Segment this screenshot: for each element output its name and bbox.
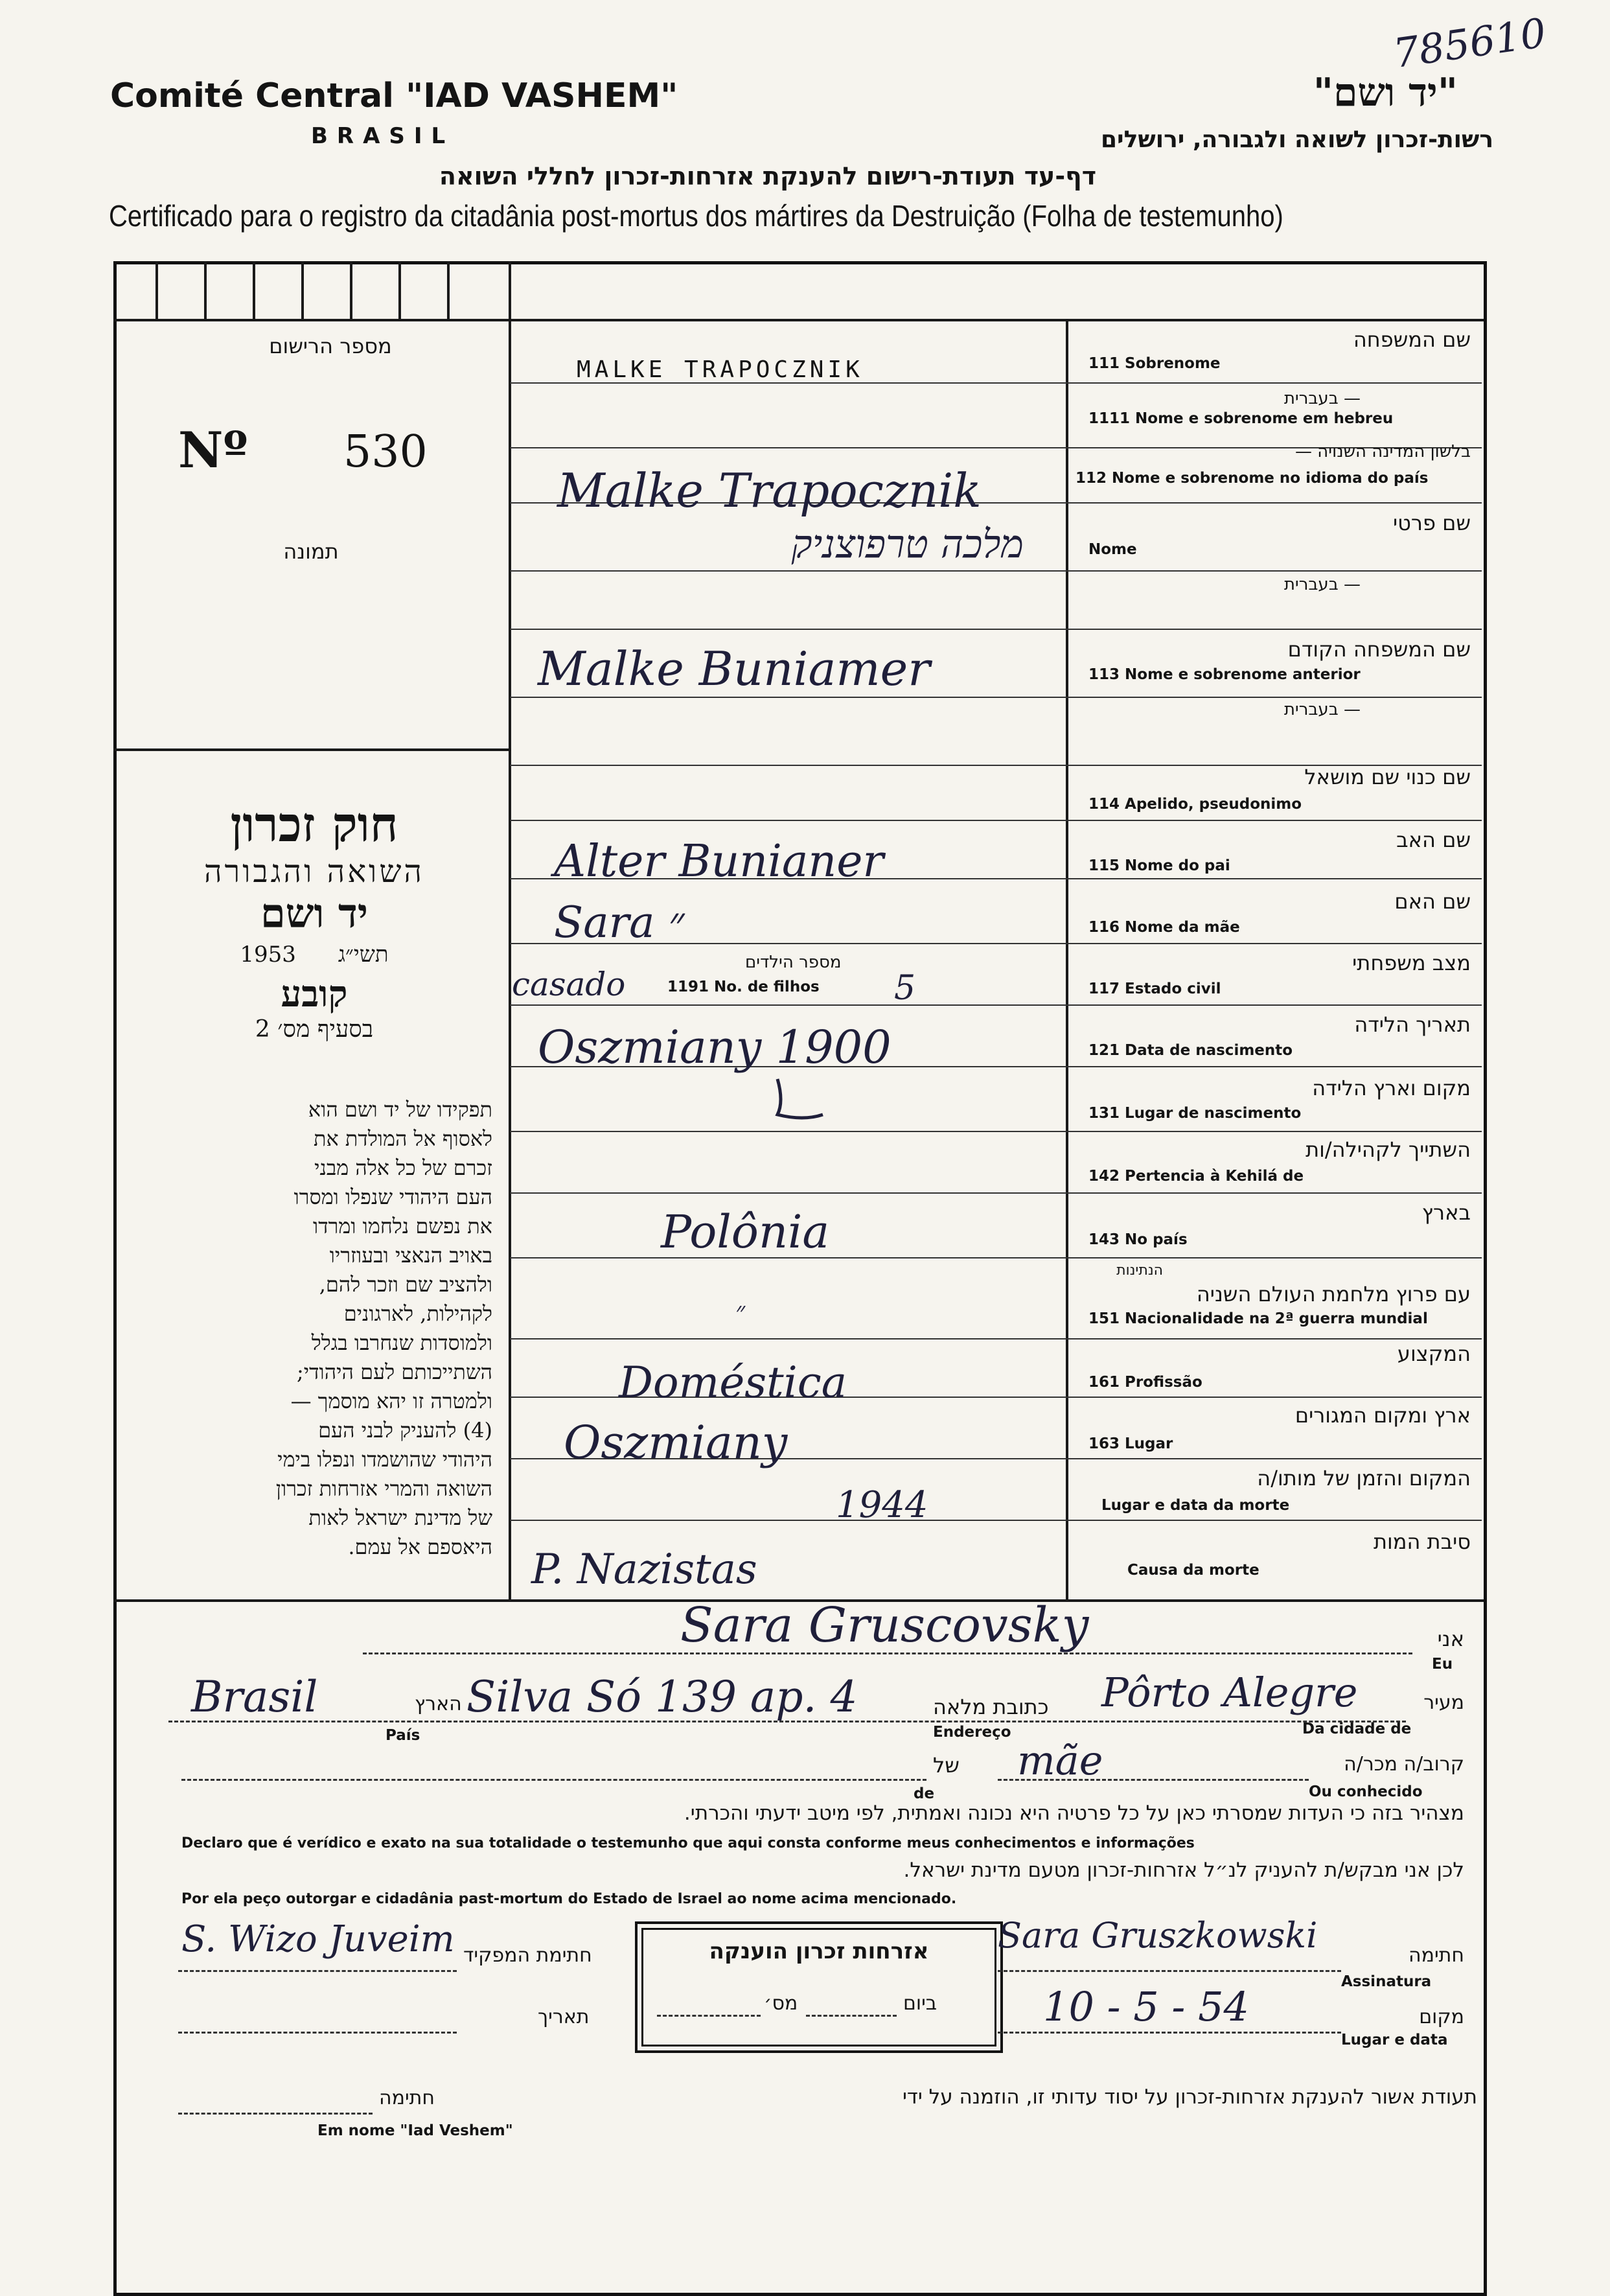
children-value: 5 (894, 969, 916, 1008)
law-line: היהודי שהושמדו ונפלו בימי (277, 1447, 492, 1472)
field-he-label: שם המשפחה הקודם (1287, 637, 1471, 662)
field-he-label: עם פרוץ מלחמת העולם השניה (1196, 1282, 1471, 1306)
witness-relation: mãe (1017, 1737, 1103, 1784)
reference-number: 785610 (1390, 8, 1549, 78)
hebrew-authority: רשות-זכרון לשואה ולגבורה, ירושלים (1100, 126, 1493, 153)
witness-he-country: הארץ (415, 1693, 462, 1715)
witness-he-city: מעיר (1423, 1691, 1464, 1714)
law-year: 1953 (240, 942, 296, 968)
hebrew-title: "יד ושם" (1313, 70, 1458, 115)
witness-signature: Sara Gruszkowski (998, 1915, 1318, 1956)
witness-he-declare: מצהיר בזה כי העדות שמסרתי כאן על כל פרטיה היא נכונה ואמתית, לפי מיטב ידעתי והכרתי. (684, 1802, 1464, 1825)
field-pt-label: Causa da morte (1127, 1562, 1259, 1579)
strip-divider (253, 261, 255, 319)
field-pt-label: 151 Nacionalidade na 2ª guerra mundial (1088, 1310, 1428, 1327)
witness-he-address: כתובת מלאה (933, 1695, 1049, 1719)
field-he-label: מצב משפחתי (1352, 951, 1471, 975)
law-line: ולמוסדות שנחרבו בגלל (311, 1330, 492, 1355)
strip-divider (398, 261, 401, 319)
number-sign: Nº (178, 421, 248, 479)
law-year-hebrew: תשי״ג (338, 942, 389, 968)
hebrew-subtitle: דף-עד תעודת-רישום להענקת אזרחות-זכרון לחללי השואה (439, 162, 1097, 191)
law-line: לקהילות, לארגונים (343, 1301, 492, 1326)
witness-he-of: של (933, 1753, 960, 1778)
signature-he-label: חתימה (1408, 1944, 1464, 1967)
witness-pt-address: Endereço (933, 1724, 1011, 1741)
field-he-label: שם האם (1394, 889, 1471, 914)
witness-pt-i: Eu (1432, 1656, 1453, 1673)
arrow-mark-icon (765, 1076, 829, 1134)
witness-pt-of: de (914, 1785, 935, 1802)
top-strip-line (113, 319, 1484, 321)
issuer-he-label: חתימת המפקיד (463, 1944, 592, 1967)
strip-divider (204, 261, 207, 319)
law-line: של מדינת ישראל לאות (308, 1505, 492, 1530)
place-date-value: 10 - 5 - 54 (1043, 1983, 1249, 2030)
date-he-label: תאריך (538, 2006, 590, 2028)
field-he-label: שם המשפחה (1353, 327, 1471, 352)
field-pt-label: Lugar e data da morte (1101, 1497, 1290, 1514)
father-name-value: Alter Bunianer (554, 836, 884, 887)
registration-label: מספר הרישום (269, 334, 392, 358)
field-pt-label: 112 Nome e sobrenome no idioma do país (1075, 470, 1429, 487)
law-title: חוק זכרון (230, 797, 398, 853)
on-behalf-label: Em nome "Iad Veshem" (317, 2122, 513, 2139)
photo-box-bottom (113, 748, 510, 751)
field-he-label: המקצוע (1397, 1341, 1471, 1366)
law-block (130, 797, 499, 1043)
field-pt-label: 115 Nome do pai (1088, 857, 1230, 874)
law-text (133, 1095, 492, 1562)
country-value: Polônia (661, 1205, 830, 1258)
field-pt-label: 161 Profissão (1088, 1374, 1202, 1391)
field-pt-label: Nome (1088, 541, 1137, 558)
field-he-label: בארץ (1421, 1200, 1471, 1225)
field-he-label: ארץ ומקום המגורים (1294, 1403, 1471, 1428)
native-name-value: Malke Trapocznik (557, 463, 982, 518)
witness-address: Silva Só 139 ap. 4 (466, 1672, 858, 1722)
witness-pt-relation: Ou conhecido (1309, 1783, 1423, 1800)
law-line: את נפשם נלחמו ומרדו (313, 1214, 492, 1238)
witness-pt-request: Por ela peço outorgar e cidadânia past-mortum do Estado de Israel ao nome acima mencionado. (181, 1891, 957, 1907)
box-title: אזרחות זכרון הוענקה (709, 1938, 929, 1964)
strip-divider (155, 261, 158, 319)
field-he-label: — בעברית (1283, 389, 1361, 408)
surname-value: MALKE TRAPOCZNIK (577, 356, 864, 383)
field-pt-label: 111 Sobrenome (1088, 355, 1221, 372)
signature2-he-label: חתימה (379, 2087, 435, 2109)
field-he-label: שם האב (1396, 828, 1471, 852)
law-name: יד ושם (260, 890, 369, 937)
committee-title: Comité Central "IAD VASHEM" (110, 76, 678, 115)
field-labels-column (1075, 324, 1474, 1594)
label-column-divider (1066, 319, 1068, 1599)
law-subtitle: השואה והגבורה (204, 853, 424, 890)
birth-value: Oszmiany 1900 (538, 1021, 891, 1074)
field-he-label: תאריך הלידה (1354, 1012, 1471, 1037)
field-pt-label: 1111 Nome e sobrenome em hebreu (1088, 410, 1394, 427)
witness-country: Brasil (191, 1672, 318, 1722)
field-pt-label: 116 Nome da mãe (1088, 919, 1240, 936)
strip-divider (350, 261, 352, 319)
field-pt-label: 117 Estado civil (1088, 980, 1221, 997)
field-he-small-label: הנתינות (1116, 1262, 1163, 1279)
law-line: היאספם אל עמם. (348, 1535, 492, 1559)
witness-he-request: לכן אני מבקש/ת להעניק לנ״ל אזרחות-זכרון מטעם מדינת ישראל. (903, 1859, 1464, 1882)
strip-divider (447, 261, 450, 319)
nationality-value: ״ (735, 1297, 746, 1327)
law-line: לאסוף אל המולדת את (314, 1126, 492, 1151)
field-he-label: שם פרטי (1392, 511, 1471, 535)
witness-he-i: אני (1437, 1627, 1464, 1651)
field-he-label: השתייך לקהילה/ות (1305, 1137, 1471, 1162)
witness-name: Sara Gruscovsky (680, 1597, 1089, 1653)
law-fixed: קובע (281, 973, 348, 1015)
witness-pt-country: País (385, 1727, 420, 1744)
place-pt-label: Lugar e data (1341, 2032, 1448, 2048)
mother-name-value: Sara ״ (554, 898, 685, 947)
field-he-label: — בעברית (1283, 700, 1361, 719)
law-line: העם היהודי שנפלו ומסרו (293, 1185, 492, 1209)
footer-he-text: תעודת אשור להענקת אזרחות-זכרון על יסוד עדותי זו, הוזמנה על ידי (903, 2085, 1477, 2109)
law-line: זכרם של כל אלה מבני (314, 1155, 492, 1180)
law-line: (4) להעניק לבני העם (318, 1418, 492, 1443)
field-pt-label: 142 Pertencia à Kehilá de (1088, 1168, 1304, 1185)
law-line: תפקידו של יד ושם הוא (308, 1097, 492, 1122)
portuguese-title: Certificado para o registro da citadânia post-mortus dos mártires da Destruição (Folha de testemunho) (109, 199, 1283, 233)
law-line: השואה והמרי אזרחות זכרון (275, 1476, 492, 1501)
place-he-label: מקום (1419, 2006, 1464, 2028)
field-he-label: — בעברית (1283, 575, 1361, 594)
field-pt-label: 163 Lugar (1088, 1435, 1173, 1452)
country-heading: BRASIL (311, 123, 455, 149)
field-he-label: מקום וארץ הלידה (1312, 1076, 1471, 1100)
strip-divider (301, 261, 304, 319)
box-no-label: מס׳ (764, 1992, 798, 2015)
field-pt-label: 131 Lugar de nascimento (1088, 1105, 1302, 1122)
field-he-label: בלשון המדינה השנויה — (1295, 442, 1471, 461)
children-label: 1191 No. de filhos (667, 979, 820, 995)
photo-label: תמונה (283, 539, 339, 564)
children-he-label: מספר הילדים (745, 953, 842, 972)
box-day-label: ביום (903, 1992, 937, 2015)
left-column-divider (509, 261, 511, 1599)
profession-value: Doméstica (619, 1358, 847, 1408)
field-pt-label: 143 No país (1088, 1231, 1188, 1248)
hebrew-name-value: מלכה טרפוצניק (791, 522, 1024, 567)
signature-pt-label: Assinatura (1341, 1973, 1432, 1990)
death-date-value: 1944 (836, 1484, 928, 1526)
law-line: ולהציב שם וזכר להם, (319, 1272, 492, 1297)
field-pt-label: 114 Apelido, pseudonimo (1088, 796, 1302, 813)
field-he-label: שם כנוי שם מושאל (1304, 765, 1471, 789)
registration-number: 530 (343, 426, 428, 478)
marital-status-value: casado (512, 966, 626, 1003)
field-pt-label: 113 Nome e sobrenome anterior (1088, 666, 1361, 683)
witness-pt-city: Da cidade de (1302, 1721, 1412, 1737)
law-clause: בסעיף מס׳ 2 (255, 1016, 374, 1043)
witness-pt-declare: Declaro que é verídico e exato na sua totalidade o testemunho que aqui consta conforme meus conhecimentos e informações (181, 1835, 1195, 1851)
citizenship-granted-box (635, 1921, 1003, 2053)
field-he-label: סיבת המות (1373, 1529, 1471, 1554)
residence-value: Oszmiany (564, 1416, 788, 1469)
previous-name-value: Malke Buniamer (538, 642, 930, 696)
law-line: השתייכותם לעם היהודי; (296, 1360, 492, 1384)
field-he-label: המקום והזמן של מותו/ה (1257, 1466, 1471, 1490)
witness-city: Pôrto Alegre (1101, 1669, 1358, 1716)
issuer-signature: S. Wizo Juveim (181, 1918, 455, 1960)
field-pt-label: 121 Data de nascimento (1088, 1042, 1293, 1059)
law-line: באויב הנאצי ובעוזריו (329, 1243, 492, 1268)
law-line: ולמטרה זו יהא מוסמך — (290, 1389, 492, 1413)
witness-he-relation: קרוב/ה מכר/ה (1344, 1753, 1464, 1776)
death-cause-value: P. Nazistas (531, 1546, 757, 1594)
